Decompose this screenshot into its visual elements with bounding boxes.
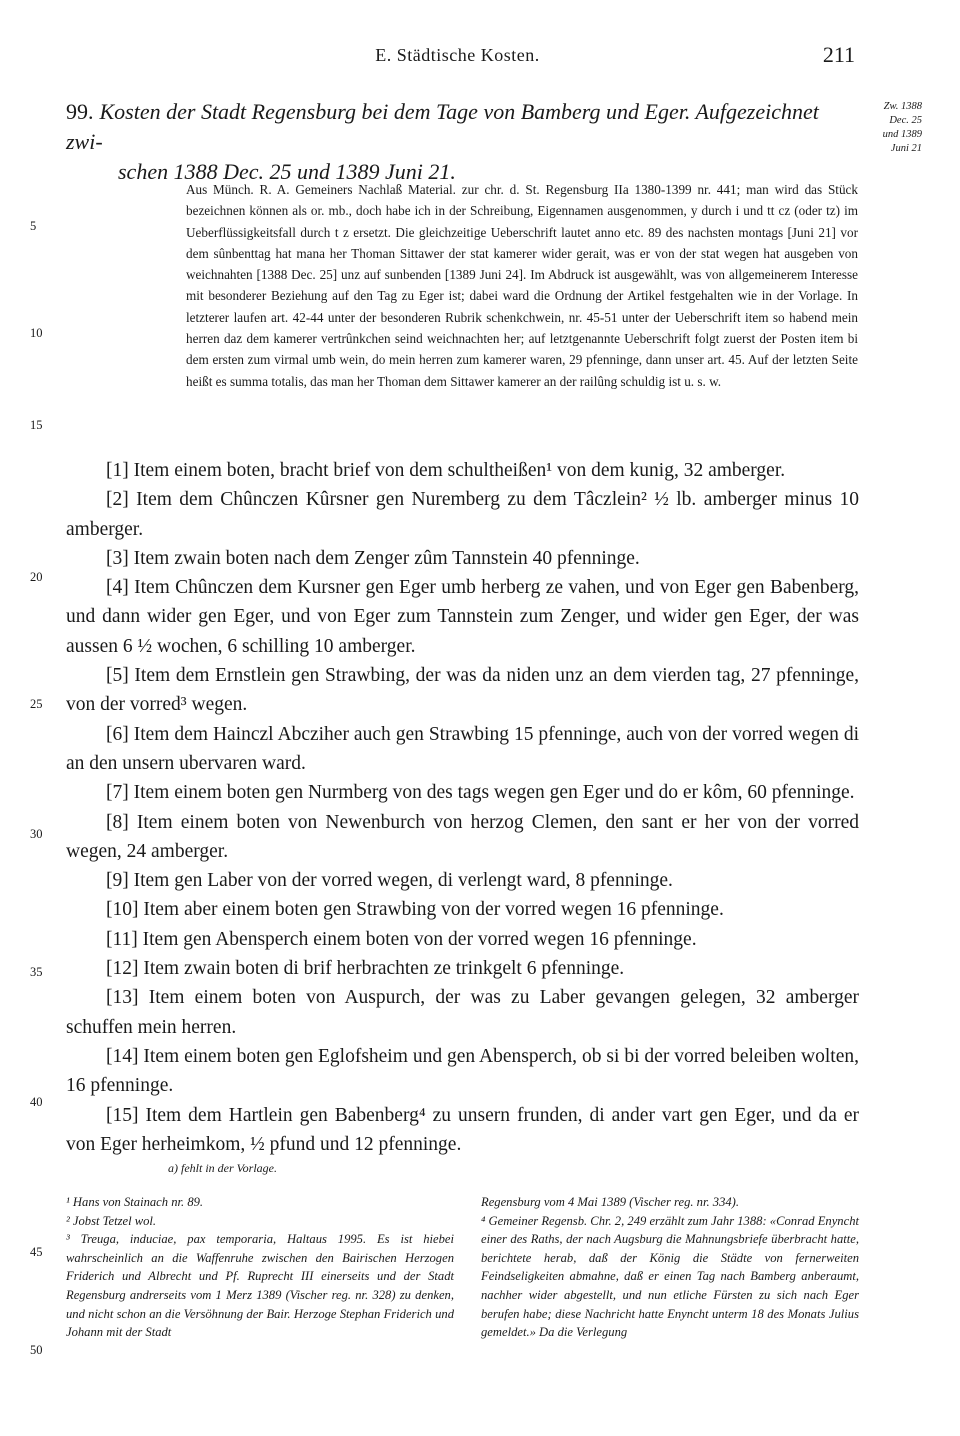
heading-line-2: schen 1388 Dec. 25 und 1389 Juni 21. (118, 159, 456, 184)
entry-item: [8] Item einem boten von Newenburch von herzog Clemen, den sant er her von der vorred wegen, 24 amberger. (66, 811, 859, 862)
footnotes-left-column (66, 1193, 454, 1342)
footnote: ³ Treuga, induciae, pax temporaria, Haltaus 1995. Es ist hiebei wahrscheinlich an die Waffenruhe zwischen den Bairischen Herzogen Friderich und Albrecht und Pf. Ruprecht III einerseits und der Stadt Regensburg andrerseits vom 1 Merz 1389 (Vischer reg. nr. 328) zu denken, und nicht schon an die Versöhnung der Bair. Herzoge Stephan Friderich und Johann mit der Stadt (66, 1232, 454, 1340)
entry-item: [4] Item Chûnczen dem Kursner gen Eger umb herberg ze vahen, und von Eger gen Babenberg, und dann wider gen Eger, und von Eger zum Tannstein zum Zenger, und wider gen Eger, der was aussen 6 ½ wochen, 6 schilling 10 amberger. (66, 577, 859, 657)
footnotes-right-column (481, 1193, 859, 1342)
footnote: ² Jobst Tetzel wol. (66, 1213, 157, 1228)
margin-date-line: Zw. 1388 (883, 101, 922, 112)
margin-date-note (842, 100, 922, 156)
document-heading (66, 97, 836, 187)
entry-item: [9] Item gen Laber von der vorred wegen, di verlengt ward, 8 pfenninge. (106, 870, 673, 892)
entry-item: [1] Item einem boten, bracht brief von dem schultheißen¹ von dem kunig, 32 amberger. (106, 460, 786, 481)
entry-item: [14] Item einem boten gen Eglofsheim und gen Abensperch, ob si bi der vorred beleiben wolten, 16 pfenninge. (66, 1045, 859, 1097)
textual-note: a) fehlt in der Vorlage. (168, 1161, 277, 1175)
editorial-introduction (186, 179, 858, 392)
footnote: ⁴ Gemeiner Regensb. Chr. 2, 249 erzählt zum Jahr 1388: «Conrad Enyncht einer des Raths, der nach Augsburg die Mahnungsbriefe überbracht hatte, berichtete herab, daß der König die Städte von fernerweiten Feindseligkeiten abmahne, daß er einen Tag nach Bamberg anberaumt, nachher wider abgestellt, und nun etliche Fürsten zu sich nach Eger berufen habe; diese Nachricht hatte Enyncht unterm 18 des Monats Julius gemeldet.» Da die Verlegung (481, 1213, 859, 1340)
line-number: 25 (30, 697, 43, 711)
entry-item: [5] Item dem Ernstlein gen Strawbing, der was da niden unz an dem vierden tag, 27 pfenninge, von der vorred³ wegen. (66, 665, 859, 716)
margin-date-line: Dec. 25 (889, 115, 922, 126)
entry-item: [3] Item zwain boten nach dem Zenger zûm Tannstein 40 pfenninge. (106, 547, 640, 569)
document-number: 99. (66, 99, 94, 124)
running-head-title: E. Städtische Kosten. (375, 45, 540, 65)
line-number: 15 (30, 418, 43, 432)
entry-item: [7] Item einem boten gen Nurmberg von des tags wegen gen Eger und do er kôm, 60 pfenninge. (106, 782, 855, 804)
line-number: 5 (30, 219, 37, 233)
entry-item: [13] Item einem boten von Auspurch, der was zu Laber gevangen gelegen, 32 amberger schuffen mein herren. (66, 987, 859, 1038)
intro-paragraph: Aus Münch. R. A. Gemeiners Nachlaß Material. zur chr. d. St. Regensburg IIa 1380-1399 nr. 441; man wird das Stück bezeichnen können als or. mb., doch habe ich in der Schreibung, Eigennamen ausgenommen, y durch i und tt cz (oder tz) im Ueberflüssigkeitsfall durch t z ersetzt. Die gleichzeitige Ueberschrift lautet anno etc. 89 des nachsten montags [Juni 21] vor dem sûnbenttag hat mana her Thoman Sittawer der stat kamerer wider gerait, was er von der stat wegen hat ausgeben von weichnahten [1388 Dec. 25] unz auf sunbenden [1389 Juni 24]. Im Abdruck ist ausgewählt, was von allgemeinerem Interesse mit besonderer Beziehung auf den Tag zu Eger ist; dabei ward die Ordnung der Artikel festgehalten wie in der Vorlage. In letzterer laufen art. 42-44 unter der besonderen Rubrik schenkchwein, nr. 45-51 unter der Ueberschrift item so habend mein herren daz dem kamerer vertrûnkchen seind weichnachten her; auf letztgenannte Ueberschrift folgt zuerst der Posten item bi dem ersten zum virmal umb wein, do mein herren zum kamerer waren, 29 pfenninge, dann unser art. 45. Auf der letzten Seite heißt es summa totalis, das man her Thoman dem Sittawer kamerer an der railûng schuldig ist u. s. w. (186, 182, 858, 389)
margin-date-line: Juni 21 (890, 143, 922, 154)
entry-item: [11] Item gen Abensperch einem boten von der vorred wegen 16 pfenninge. (106, 928, 697, 950)
entry-item: [12] Item zwain boten di brif herbrachten ze trinkgelt 6 pfenninge. (106, 958, 625, 980)
line-number: 45 (30, 1245, 43, 1259)
line-number: 50 (30, 1343, 43, 1357)
heading-line-1: Kosten der Stadt Regensburg bei dem Tage von Bamberg und Eger. Aufgezeichnet zwi- (66, 99, 819, 154)
footnote: ¹ Hans von Stainach nr. 89. (66, 1195, 204, 1209)
entry-item: [10] Item aber einem boten gen Strawbing von der vorred wegen 16 pfenninge. (106, 899, 724, 921)
line-number: 30 (30, 827, 43, 841)
line-number: 20 (30, 570, 43, 584)
entry-item: [15] Item dem Hartlein gen Babenberg⁴ zu unsern frunden, di ander vart gen Eger, und da er von Eger herheimkom, ½ pfund und 12 pfenninge. (66, 1104, 859, 1155)
margin-date-line: und 1389 (882, 129, 922, 140)
line-number: 35 (30, 965, 43, 979)
footnote: Regensburg vom 4 Mai 1389 (Vischer reg. nr. 334). (481, 1195, 740, 1209)
entry-item: [6] Item dem Hainczl Abcziher auch gen Strawbing 15 pfenninge, auch von der vorred wegen di an den unsern ubervaren ward. (66, 723, 859, 774)
line-number: 40 (30, 1095, 43, 1109)
page-number: 211 (822, 42, 855, 67)
line-number: 10 (30, 326, 43, 340)
running-head (60, 42, 855, 75)
entries-list (66, 456, 859, 1159)
entry-item: [2] Item dem Chûnczen Kûrsner gen Nuremberg zu dem Tâczlein² ½ lb. amberger minus 10 amberger. (66, 489, 859, 540)
